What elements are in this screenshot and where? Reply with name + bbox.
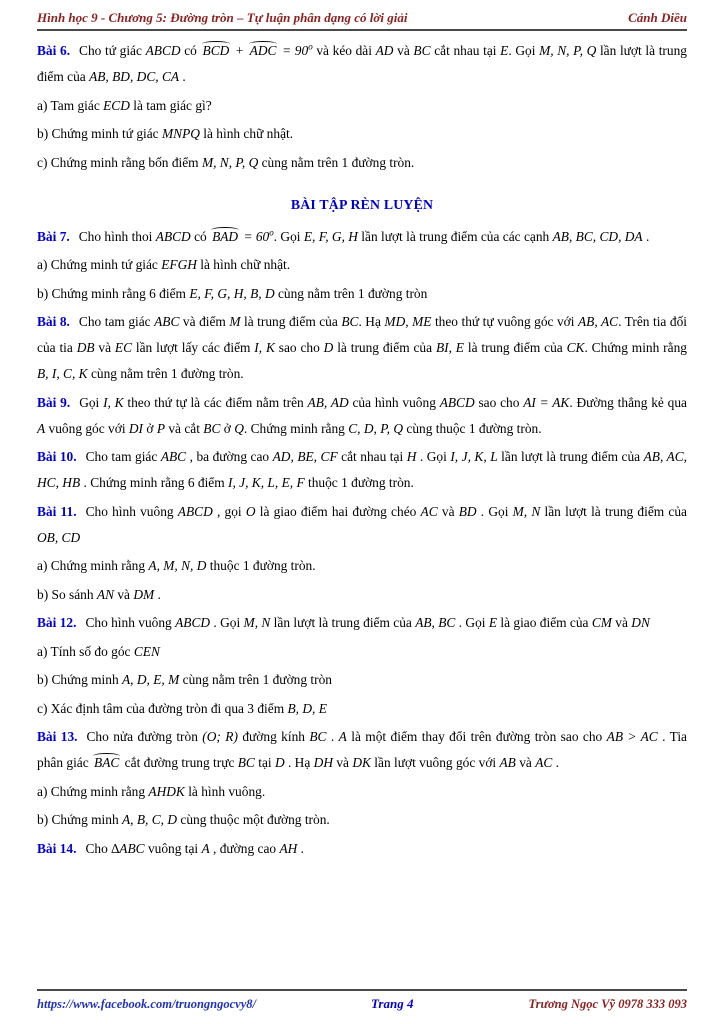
body-text: . bbox=[179, 69, 186, 84]
body-text: cắt nhau tại bbox=[430, 43, 501, 58]
body-text: a) Chứng minh rằng bbox=[37, 783, 149, 799]
exercise-12 bbox=[37, 610, 687, 636]
body-text: Cho tam giác bbox=[78, 314, 155, 329]
math-text: DH bbox=[313, 755, 333, 770]
body-text: Cho tứ giác bbox=[79, 43, 146, 58]
math-text: A bbox=[338, 729, 347, 744]
body-text: của hình vuông bbox=[348, 394, 440, 410]
body-text: b) Chứng minh rằng 6 điểm bbox=[37, 285, 190, 301]
math-text: B, D, E bbox=[287, 700, 327, 716]
exercise-label: Bài 6. bbox=[37, 43, 71, 58]
math-text: ABCD bbox=[177, 503, 213, 519]
body-text: ở bbox=[220, 420, 235, 436]
body-text: cùng nằm trên 1 đường tròn bbox=[274, 285, 428, 301]
page-header bbox=[37, 10, 687, 31]
math-text: AH bbox=[279, 840, 298, 856]
math-text: BC bbox=[413, 43, 431, 58]
body-text: Cho hình vuông bbox=[85, 615, 176, 630]
angle-arc-notation: BAD bbox=[210, 224, 240, 250]
body-text: a) Tính số đo góc bbox=[37, 643, 134, 659]
body-text: . Gọi bbox=[416, 449, 451, 464]
body-text: lần lượt là trung điểm của các cạnh bbox=[357, 228, 553, 244]
math-text: ABCD bbox=[439, 394, 475, 410]
math-text: I, K bbox=[103, 394, 124, 410]
body-text: là một điểm thay đổi trên đường tròn sao cho bbox=[346, 729, 607, 744]
math-text: O bbox=[245, 503, 256, 519]
exercise-label: Bài 9. bbox=[37, 394, 71, 410]
exercise-label: Bài 8. bbox=[37, 314, 70, 329]
body-text: và bbox=[333, 755, 353, 770]
exercise-label: Bài 12. bbox=[37, 615, 77, 630]
body-text: . Gọi bbox=[476, 503, 513, 519]
body-text: là giao điểm hai đường chéo bbox=[255, 503, 421, 519]
math-text: EFGH bbox=[161, 257, 197, 272]
body-text: thuộc 1 đường tròn. bbox=[206, 558, 316, 573]
body-text: , ba đường cao bbox=[186, 449, 273, 464]
math-text: BC bbox=[237, 755, 255, 770]
math-text: = 90 bbox=[278, 43, 309, 58]
math-text: E, F, G, H bbox=[303, 228, 358, 244]
math-text: OB, CD bbox=[37, 529, 81, 545]
exercise-label: Bài 10. bbox=[37, 449, 77, 464]
body-text: . Hạ bbox=[284, 755, 314, 770]
math-text: E bbox=[455, 340, 464, 355]
math-text: CEN bbox=[133, 643, 160, 659]
body-text: lần lượt là trung điểm của bbox=[270, 615, 416, 630]
math-text: ABCD bbox=[145, 43, 181, 58]
body-text: và bbox=[94, 340, 115, 355]
body-text: là hình vuông. bbox=[184, 783, 266, 799]
math-text: M, N, P, Q bbox=[539, 43, 597, 58]
math-text: A bbox=[37, 420, 46, 436]
math-text: AB, BD, DC, CA bbox=[89, 69, 180, 84]
math-text: E bbox=[500, 43, 509, 58]
body-text: và bbox=[611, 615, 632, 630]
angle-arc-notation: BAC bbox=[92, 750, 121, 776]
body-text: đường kính bbox=[237, 729, 310, 744]
math-text: ABCD bbox=[175, 615, 211, 630]
math-text: AB, AC bbox=[577, 314, 619, 329]
sub-item bbox=[37, 639, 687, 665]
body-text: cùng nằm trên 1 đường tròn. bbox=[87, 366, 244, 381]
exercise-9 bbox=[37, 390, 687, 442]
body-text: là tam giác gì? bbox=[129, 97, 212, 113]
body-text: cùng nằm trên 1 đường tròn bbox=[179, 672, 332, 687]
body-text: . Hạ bbox=[358, 314, 385, 329]
math-text: ABC bbox=[160, 449, 187, 464]
body-text: . bbox=[297, 840, 304, 856]
math-text: AC bbox=[420, 503, 438, 519]
exercise-label: Bài 11. bbox=[37, 503, 77, 519]
body-text: là giao điểm của bbox=[497, 615, 592, 630]
body-text: theo thứ tự vuông góc với bbox=[431, 314, 578, 329]
sub-item bbox=[37, 553, 687, 579]
body-text: b) Chứng minh tứ giác bbox=[37, 126, 162, 141]
body-text: . bbox=[642, 228, 650, 244]
exercise-6 bbox=[37, 38, 687, 90]
exercise-label: Bài 7. bbox=[37, 228, 70, 244]
body-text: và điểm bbox=[179, 314, 230, 329]
math-text: AC bbox=[535, 755, 553, 770]
math-text: BC bbox=[309, 729, 327, 744]
math-text: ∆ABC bbox=[111, 840, 145, 856]
math-text: DI bbox=[128, 420, 144, 436]
math-text: AB, AC, HC, HB bbox=[37, 449, 688, 490]
exercise-14 bbox=[37, 836, 687, 862]
body-text: Cho nửa đường tròn bbox=[86, 729, 203, 744]
body-text: và bbox=[114, 586, 134, 602]
math-text: A bbox=[201, 840, 210, 856]
math-text: AD bbox=[375, 43, 394, 58]
body-text: , bbox=[448, 340, 456, 355]
body-text: cùng nằm trên 1 đường tròn. bbox=[258, 154, 415, 170]
math-text: BC bbox=[341, 314, 359, 329]
body-text: o bbox=[308, 41, 313, 52]
exercise-8 bbox=[37, 309, 687, 387]
math-text: DK bbox=[352, 755, 371, 770]
math-text: (O; R) bbox=[202, 729, 238, 744]
body-text: a) Chứng minh rằng bbox=[37, 558, 149, 573]
math-text: M, N bbox=[243, 615, 271, 630]
body-text: là trung điểm của bbox=[333, 340, 436, 355]
sub-item bbox=[37, 667, 687, 693]
body-text: theo thứ tự là các điểm nằm trên bbox=[123, 394, 308, 410]
math-text: BD bbox=[458, 503, 477, 519]
body-text: b) Chứng minh bbox=[37, 812, 122, 827]
exercise-7 bbox=[37, 224, 687, 250]
math-text: H bbox=[406, 449, 417, 464]
body-text: . Chứng minh rằng 6 điểm bbox=[80, 475, 229, 490]
math-text: A, M, N, D bbox=[148, 558, 207, 573]
math-text: Q bbox=[234, 420, 244, 436]
math-text: MD, ME bbox=[384, 314, 432, 329]
body-text: là trung điểm của bbox=[240, 314, 342, 329]
math-text: I, J, K, L bbox=[450, 449, 498, 464]
math-text: A, D, E, M bbox=[122, 672, 180, 687]
sub-item bbox=[37, 696, 687, 722]
body-text: . Chứng minh rằng bbox=[584, 340, 687, 355]
body-text: Cho bbox=[85, 840, 112, 856]
math-text: ABC bbox=[154, 314, 180, 329]
math-text: D bbox=[274, 755, 285, 770]
body-text: vuông tại bbox=[144, 840, 202, 856]
body-text: lần lượt là trung điểm của bbox=[37, 43, 687, 84]
body-text: cắt nhau tại bbox=[337, 449, 407, 464]
sub-item bbox=[37, 150, 687, 176]
math-text: AN bbox=[96, 586, 115, 602]
math-text: AB, BC bbox=[415, 615, 456, 630]
body-text: có bbox=[190, 228, 211, 244]
body-text: và bbox=[393, 43, 414, 58]
math-text: AHDK bbox=[148, 783, 185, 799]
sub-item bbox=[37, 93, 687, 119]
sub-item bbox=[37, 281, 687, 307]
body-text: tại bbox=[254, 755, 275, 770]
math-text: E bbox=[488, 615, 498, 630]
body-text: . Gọi bbox=[455, 615, 489, 630]
body-text: . bbox=[326, 729, 339, 744]
body-text: sao cho bbox=[474, 394, 524, 410]
body-text: b) So sánh bbox=[37, 586, 97, 602]
exercise-11 bbox=[37, 499, 687, 551]
body-text: và bbox=[515, 755, 536, 770]
body-text: Cho hình thoi bbox=[78, 228, 156, 244]
sub-item bbox=[37, 779, 687, 805]
body-text: thuộc 1 đường tròn. bbox=[304, 475, 414, 490]
body-text: Gọi bbox=[79, 394, 104, 410]
exercise-label: Bài 13. bbox=[37, 729, 78, 744]
body-text: b) Chứng minh bbox=[37, 672, 122, 687]
math-text: + bbox=[231, 43, 248, 58]
body-text: lần lượt là trung điểm của bbox=[540, 503, 687, 519]
body-text: sao cho bbox=[274, 340, 324, 355]
body-text: . bbox=[552, 755, 560, 770]
math-text: DN bbox=[631, 615, 650, 630]
body-text: là trung điểm của bbox=[463, 340, 567, 355]
footer-author-phone: Trương Ngọc Vỹ 0978 333 093 bbox=[528, 997, 687, 1011]
math-text: C, D, P, Q bbox=[348, 420, 404, 436]
math-text: ABCD bbox=[155, 228, 191, 244]
math-text: E, F, G, H, B, D bbox=[189, 285, 275, 301]
body-text: . Gọi bbox=[273, 228, 304, 244]
body-text: cùng thuộc một đường tròn. bbox=[177, 812, 330, 827]
footer-page-number: Trang 4 bbox=[370, 996, 414, 1011]
math-text: BC bbox=[203, 420, 221, 436]
body-text: , đường cao bbox=[209, 840, 280, 856]
math-text: P bbox=[156, 420, 165, 436]
math-text: AB > AC bbox=[606, 729, 658, 744]
math-text: I, J, K, L, E, F bbox=[228, 475, 305, 490]
body-text: c) Xác định tâm của đường tròn đi qua 3 điểm bbox=[37, 700, 288, 716]
math-text: M bbox=[229, 314, 241, 329]
header-title: Hình học 9 - Chương 5: Đường tròn – Tự luận phân dạng có lời giải bbox=[37, 10, 408, 25]
math-text: AB, BC, CD, DA bbox=[552, 228, 643, 244]
math-text: M, N, P, Q bbox=[201, 154, 259, 170]
body-text: lần lượt vuông góc với bbox=[370, 755, 500, 770]
math-text: M, N bbox=[512, 503, 541, 519]
body-text: ở bbox=[143, 420, 157, 436]
exercise-label: Bài 14. bbox=[37, 840, 77, 856]
document-body bbox=[37, 31, 687, 862]
body-text: a) Tam giác bbox=[37, 97, 104, 113]
body-text: là hình chữ nhật. bbox=[196, 257, 291, 272]
section-heading: BÀI TẬP RÈN LUYỆN bbox=[290, 196, 434, 212]
exercise-13 bbox=[37, 724, 687, 776]
body-text: cùng thuộc 1 đường tròn. bbox=[403, 420, 542, 436]
exercise-10 bbox=[37, 444, 687, 496]
math-text: CM bbox=[591, 615, 612, 630]
math-text: DM bbox=[133, 586, 155, 602]
body-text: c) Chứng minh rằng bốn điểm bbox=[37, 154, 202, 170]
body-text: . bbox=[154, 586, 161, 602]
header-brand: Cánh Diều bbox=[628, 10, 687, 25]
math-text: = 60 bbox=[240, 228, 270, 244]
body-text: . Chứng minh rằng bbox=[243, 420, 349, 436]
body-text: lần lượt lấy các điểm bbox=[132, 340, 255, 355]
math-text: AB, AD bbox=[307, 394, 349, 410]
body-text: . Tia phân giác bbox=[37, 729, 687, 770]
math-text: EC bbox=[114, 340, 133, 355]
body-text: cắt đường trung trực bbox=[121, 755, 238, 770]
body-text: có bbox=[180, 43, 201, 58]
body-text: . Trên tia đối của tia bbox=[37, 314, 687, 355]
math-text: A, B, C, D bbox=[122, 812, 178, 827]
body-text: và bbox=[437, 503, 459, 519]
body-text: và kéo dài bbox=[312, 43, 376, 58]
body-text: , gọi bbox=[212, 503, 246, 519]
sub-item bbox=[37, 807, 687, 833]
body-text: . Đường thẳng kẻ qua bbox=[569, 394, 687, 410]
sub-item bbox=[37, 121, 687, 147]
math-text: MNPQ bbox=[161, 126, 200, 141]
math-text: BI bbox=[435, 340, 449, 355]
page-footer bbox=[37, 989, 687, 1012]
body-text: là hình chữ nhật. bbox=[199, 126, 294, 141]
math-text: AB bbox=[499, 755, 516, 770]
body-text: lần lượt là trung điểm của bbox=[497, 449, 644, 464]
footer-url-link[interactable]: https://www.facebook.com/truongngocvy8/ bbox=[37, 997, 256, 1011]
math-text: D bbox=[323, 340, 334, 355]
body-text: a) Chứng minh tứ giác bbox=[37, 257, 162, 272]
body-text: . Gọi bbox=[210, 615, 244, 630]
sub-item bbox=[37, 252, 687, 278]
body-text: Cho tam giác bbox=[85, 449, 161, 464]
body-text: và cắt bbox=[165, 420, 204, 436]
math-text: AI = AK bbox=[523, 394, 570, 410]
body-text: o bbox=[269, 227, 274, 238]
angle-arc-notation: ADC bbox=[248, 38, 279, 64]
body-text: vuông góc với bbox=[45, 420, 129, 436]
math-text: CK bbox=[566, 340, 585, 355]
math-text: B, I, C, K bbox=[37, 366, 88, 381]
sub-item bbox=[37, 582, 687, 608]
math-text: ECD bbox=[103, 97, 130, 113]
body-text: . Gọi bbox=[508, 43, 540, 58]
body-text: Cho hình vuông bbox=[85, 503, 178, 519]
angle-arc-notation: BCD bbox=[201, 38, 232, 64]
math-text: DB bbox=[76, 340, 95, 355]
math-text: I, K bbox=[254, 340, 275, 355]
math-text: AD, BE, CF bbox=[272, 449, 338, 464]
